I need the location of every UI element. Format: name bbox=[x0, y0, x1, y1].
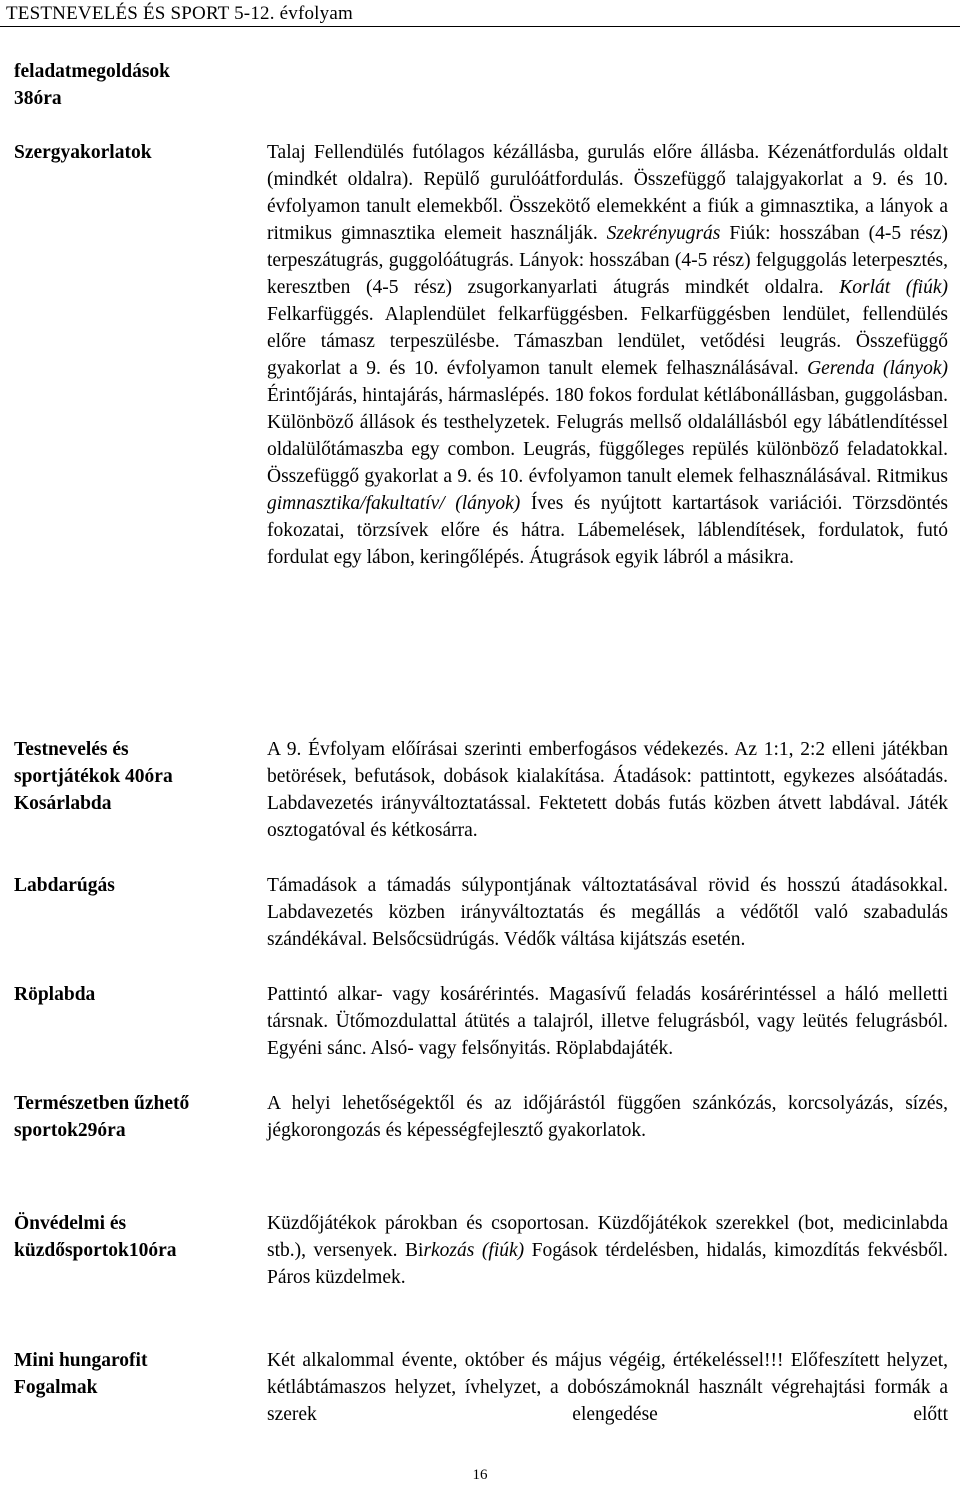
heading-line: Fogalmak bbox=[14, 1377, 98, 1398]
body-text: A helyi lehetőségektől és az időjárástól függően szánkózás, korcsolyázás, sízés, jégkorongozás és képességfejlesztő gyakorlatok. bbox=[267, 1093, 948, 1141]
italic-subheading: Gerenda (lányok) bbox=[807, 358, 948, 379]
text-segment: Felkarfüggés. Alaplendület felkarfüggésben. Felkarfüggésben lendület, fellendülés előre támasz terpeszülésbe. Támaszban lendület, vetődési leugrás. Összefüggő gyakorlat a 9. és 10. évfolyamon tanult elemek felhasználásával. bbox=[267, 304, 948, 379]
text-segment: Fiúk: hosszában (4-5 rész) terpeszátugrás, guggolóátugrás. Lányok: hosszában (4-5 rész) felguggolás leterpesztés, keresztben (4-5 rész) zsugorkanyarlati átugrás mindkét oldalra. bbox=[267, 223, 948, 298]
body-text: A 9. Évfolyam előírásai szerinti emberfogásos védekezés. Az 1:1, 2:2 elleni játékban betörések, befutások, dobások kialakítása. Átadások: pattintott, egykezes alsóátadás. Labdavezetés irányváltoztatással. Fektetett dobás futás közben átvett labdával. Játék osztogatóval és kétkosárra. bbox=[267, 739, 948, 841]
heading-line: 38óra bbox=[14, 88, 62, 109]
left-heading bbox=[14, 1210, 254, 1264]
body-text bbox=[267, 139, 948, 571]
italic-subheading: Korlát (fiúk) bbox=[839, 277, 948, 298]
left-heading bbox=[14, 736, 254, 817]
body-text: Két alkalommal évente, október és május végéig, értékeléssel!!! Előfeszített helyzet, kétlábtámaszos helyzet, ívhelyzet, a dobószámoknál használt végrehajtási formák a szerek elengedése előtt bbox=[267, 1350, 948, 1425]
text-segment: Talaj Fellendülés futólagos kézállásba, gurulás előre állásba. Kézenátfordulás oldalt (mindkét oldalra). Repülő gurulóátfordulás. Összefüggő talajgyakorlat a 9. és 10. évfolyamon tanult elemekből. Összekötő elemekként a fiúk a gimnasztika, a lányok a ritmikus gimnasztika elemeit használják. bbox=[267, 142, 948, 244]
italic-subheading: rkozás (fiúk) bbox=[423, 1240, 525, 1261]
left-heading bbox=[14, 1090, 254, 1144]
heading-line: Testnevelés és bbox=[14, 739, 129, 760]
heading-line: Természetben űzhető bbox=[14, 1093, 190, 1114]
text-segment: Íves és nyújtott kartartások variációi. Törzsdöntés fokozatai, törzsívek előre és hátra. Lábemelések, láblendítések, fordulatok, futó fordulat egy lábon, keringőlépés. Átugrások egyik lábról a másikra. bbox=[267, 493, 948, 568]
heading-line: küzdősportok10óra bbox=[14, 1240, 177, 1261]
heading-line: Szergyakorlatok bbox=[14, 142, 152, 163]
page-header: TESTNEVELÉS ÉS SPORT 5-12. évfolyam bbox=[0, 0, 960, 27]
text-segment: Küzdőjátékok párokban és csoportosan. Küzdőjátékok szerekkel (bot, medicinlabda stb.), versenyek. Bi bbox=[267, 1213, 948, 1261]
left-heading bbox=[14, 58, 254, 112]
italic-subheading: Szekrényugrás bbox=[606, 223, 721, 244]
body-text: Támadások a támadás súlypontjának változtatásával rövid és hosszú átadásokkal. Labdavezetés közben irányváltoztatás és megállás a védőtől való szabadulás szándékával. Belsőcsüdrúgás. Védők váltása kijátszás esetén. bbox=[267, 875, 948, 950]
heading-line: sportjátékok 40óra bbox=[14, 766, 173, 787]
text-segment: Érintőjárás, hintajárás, hármaslépés. 180 fokos fordulat kétlábonállásban, guggolásban. Különböző állások és testhelyzetek. Felugrás mellső oldalállásból egy lábátlendítéssel oldalülőtámaszba egy combon. Leugrás, függőleges repülés különböző feladatokkal. Összefüggő gyakorlat a 9. és 10. évfolyamon tanult elemek felhasználásával. Ritmikus bbox=[267, 385, 948, 487]
heading-line: Röplabda bbox=[14, 984, 96, 1005]
heading-line: Kosárlabda bbox=[14, 793, 112, 814]
left-heading bbox=[14, 139, 254, 166]
heading-line: feladatmegoldások bbox=[14, 61, 170, 82]
left-heading bbox=[14, 872, 254, 899]
heading-line: Önvédelmi és bbox=[14, 1213, 127, 1234]
italic-subheading: gimnasztika/fakultatív/ (lányok) bbox=[267, 493, 521, 514]
heading-line: Mini hungarofit bbox=[14, 1350, 148, 1371]
text-segment: Fogások térdelésben, hidalás, kimozdítás fekvésből. Páros küzdelmek. bbox=[267, 1240, 948, 1288]
body-text: Pattintó alkar- vagy kosárérintés. Magasívű feladás kosárérintéssel a háló melletti társnak. Ütőmozdulattal átütés a talajról, illetve felugrásból, vagy leütés felugrásból. Egyéni sánc. Alsó- vagy felsőnyitás. Röplabdajáték. bbox=[267, 984, 948, 1059]
page-number: 16 bbox=[472, 1467, 488, 1483]
heading-line: Labdarúgás bbox=[14, 875, 115, 896]
left-heading bbox=[14, 1347, 254, 1401]
heading-line: sportok29óra bbox=[14, 1120, 126, 1141]
left-heading bbox=[14, 981, 254, 1008]
body-text bbox=[267, 1210, 948, 1291]
